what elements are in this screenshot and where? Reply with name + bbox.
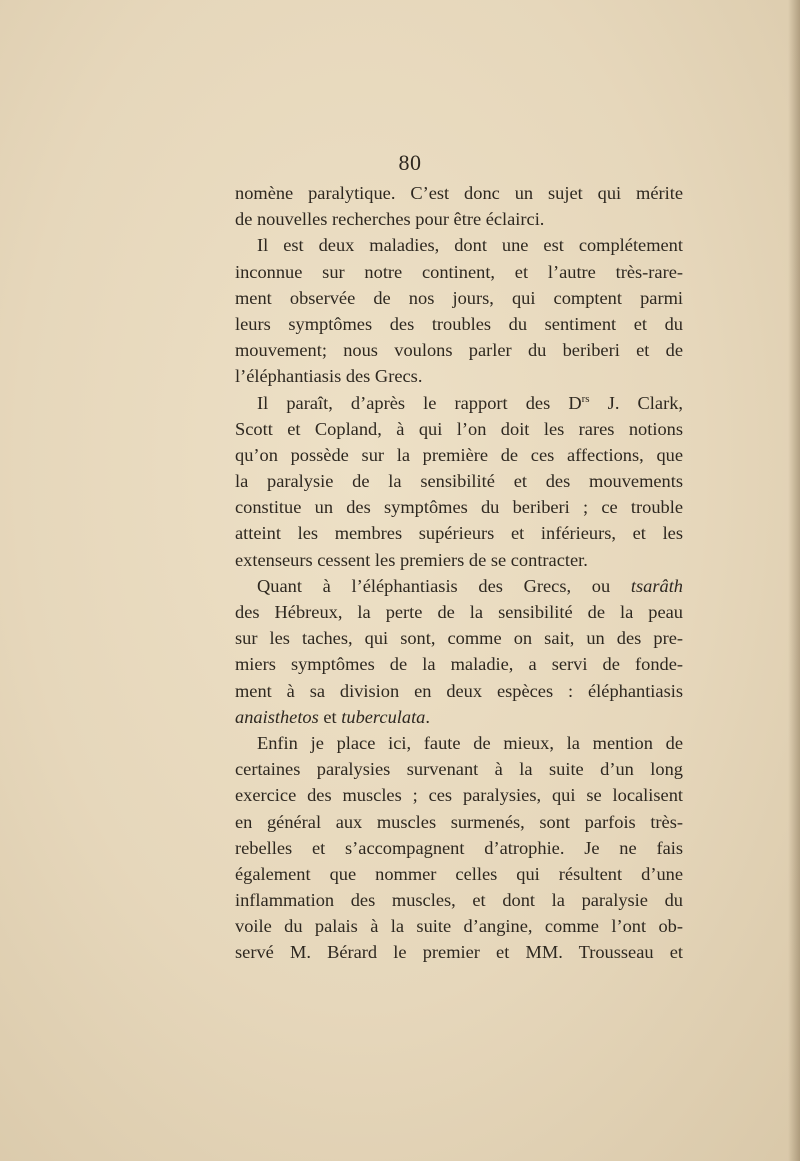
text-line: extenseurs cessent les premiers de se contracter.: [235, 549, 588, 570]
text-line: Il est deux maladies, dont une est complétement: [257, 235, 683, 256]
text-line: sur les taches, qui sont, comme on sait, un des pre-: [235, 628, 683, 649]
text-line: Quant à l’éléphantiasis des Grecs, ou tsarâth: [257, 575, 683, 596]
text-line: de nouvelles recherches pour être éclairci.: [235, 209, 545, 230]
text-line: leurs symptômes des troubles du sentiment et du: [235, 313, 683, 334]
text-line: voile du palais à la suite d’angine, comme l’ont ob-: [235, 916, 683, 937]
text-line: constitue un des symptômes du beriberi ; ce trouble: [235, 497, 683, 518]
text-line: inconnue sur notre continent, et l’autre très-rare-: [235, 261, 683, 282]
body-text: [235, 180, 683, 966]
text-line: Enfin je place ici, faute de mieux, la mention de: [257, 732, 683, 753]
text-line: inflammation des muscles, et dont la paralysie du: [235, 890, 683, 911]
text-line: en général aux muscles surmenés, sont parfois très-: [235, 811, 683, 832]
text-line: anaisthetos et tuberculata.: [235, 706, 430, 727]
superscript: rs: [581, 392, 590, 405]
text-line: qu’on possède sur la première de ces affections, que: [235, 444, 683, 465]
text-line: ment observée de nos jours, qui comptent parmi: [235, 287, 683, 308]
text-line: également que nommer celles qui résultent d’une: [235, 863, 683, 884]
page-number: 80: [398, 150, 422, 175]
italic-term: tsarâth: [630, 575, 683, 596]
text-line: l’éléphantiasis des Grecs.: [235, 366, 423, 387]
text-line: des Hébreux, la perte de la sensibilité de la peau: [235, 602, 683, 622]
text-line: ment à sa division en deux espèces : éléphantiasis: [235, 680, 683, 701]
text-line: mouvement; nous voulons parler du beriberi et de: [235, 340, 683, 361]
text-line: miers symptômes de la maladie, a servi de fonde-: [235, 654, 683, 675]
text-line: la paralysie de la sensibilité et des mouvements: [235, 471, 683, 492]
text-line: Il paraît, d’après le rapport des $D^{rs}$ J. Clark,: [257, 392, 683, 413]
text-line: rebelles et s’accompagnent d’atrophie. Je ne fais: [235, 837, 683, 858]
text-line: exercice des muscles ; ces paralysies, qui se localisent: [235, 785, 683, 806]
italic-term: tuberculata: [341, 706, 426, 727]
text-line: nomène paralytique. C’est donc un sujet qui mérite: [235, 183, 683, 203]
italic-term: anaisthetos: [235, 706, 319, 727]
text-line: certaines paralysies survenant à la suite d’un long: [235, 759, 683, 780]
text-line: atteint les membres supérieurs et inférieurs, et les: [235, 523, 683, 544]
text-line: servé M. Bérard le premier et MM. Trousseau et: [235, 942, 683, 963]
text-line: Scott et Copland, à qui l’on doit les rares notions: [235, 418, 683, 439]
